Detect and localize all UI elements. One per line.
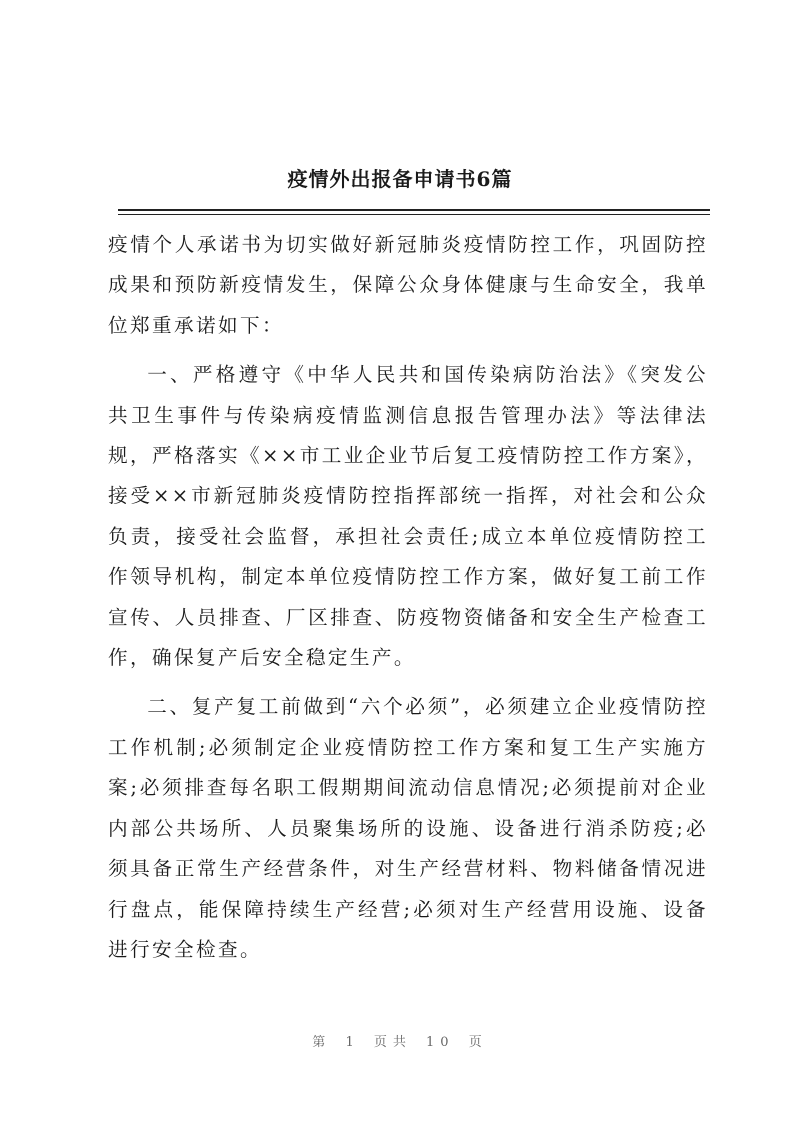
document-body bbox=[108, 225, 708, 979]
paragraph-intro: 疫情个人承诺书为切实做好新冠肺炎疫情防控工作，巩固防控成果和预防新疫情发生，保障公众身体健康与生命安全，我单位郑重承诺如下： bbox=[108, 233, 708, 337]
document-title: 疫情外出报备申请书6篇 bbox=[287, 167, 513, 191]
title-rule-thick bbox=[118, 209, 710, 211]
page-footer bbox=[0, 1031, 800, 1050]
footer-middle: 页共 bbox=[373, 1035, 412, 1050]
title-rule-thin bbox=[118, 214, 710, 215]
footer-total-pages: 10 bbox=[426, 1035, 455, 1050]
footer-prefix: 第 bbox=[312, 1035, 332, 1050]
paragraph-item-2: 二、复产复工前做到“六个必须”，必须建立企业疫情防控工作机制;必须制定企业疫情防控工作方案和复工生产实施方案;必须排查每名职工假期期间流动信息情况;必须提前对企业内部公共场所、人员聚集场所的设施、设备进行消杀防疫;必须具备正常生产经营条件，对生产经营材料、物料储备情况进行盘点，能保障持续生产经营;必须对生产经营用设施、设备进行安全检查。 bbox=[108, 695, 708, 961]
footer-suffix: 页 bbox=[468, 1035, 488, 1050]
paragraph-item-1: 一、严格遵守《中华人民共和国传染病防治法》《突发公共卫生事件与传染病疫情监测信息报告管理办法》等法律法规，严格落实《××市工业企业节后复工疫情防控工作方案》，接受××市新冠肺炎疫情防控指挥部统一指挥，对社会和公众负责，接受社会监督，承担社会责任;成立本单位疫情防控工作领导机构，制定本单位疫情防控工作方案，做好复工前工作宣传、人员排查、厂区排查、防疫物资储备和安全生产检查工作，确保复产后安全稳定生产。 bbox=[108, 363, 708, 670]
footer-page-number: 1 bbox=[345, 1035, 360, 1050]
